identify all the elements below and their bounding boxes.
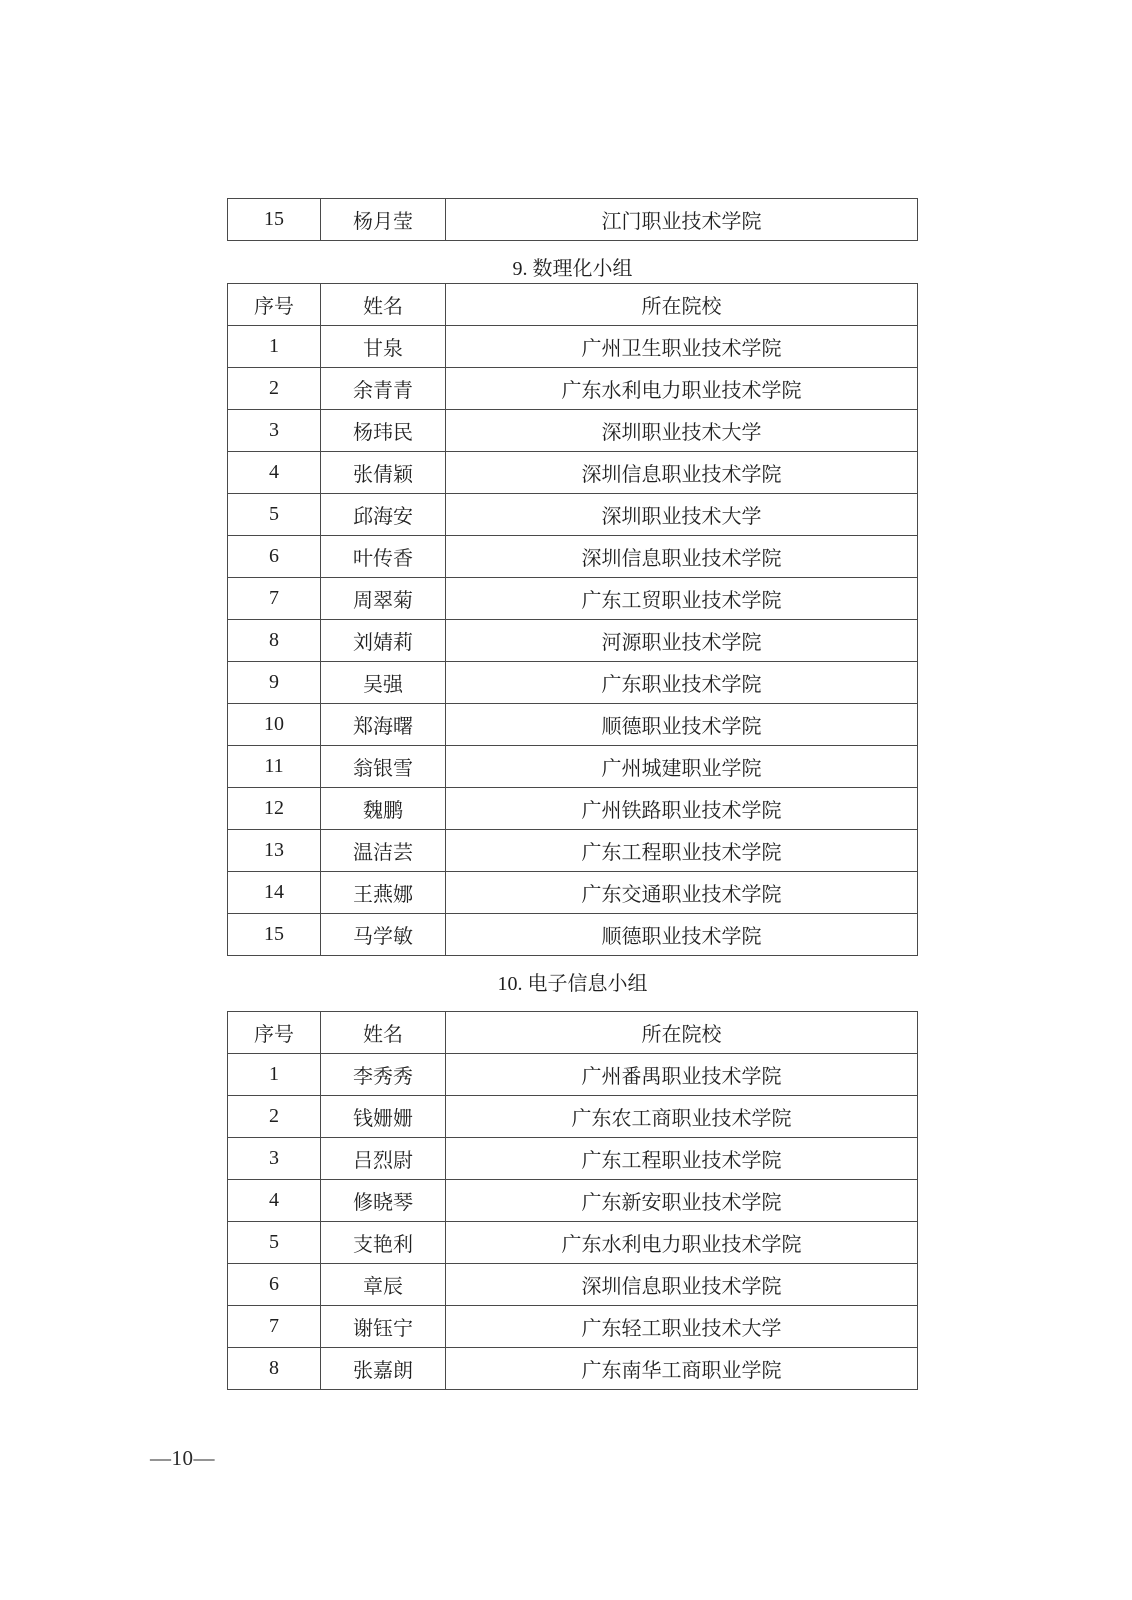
roster-table-header (228, 1012, 918, 1054)
row-index-cell: 11 (228, 746, 321, 788)
table-row (228, 1306, 918, 1348)
header-row (228, 284, 918, 326)
person-name-cell: 谢钰宁 (321, 1306, 446, 1348)
person-name-cell: 修晓琴 (321, 1180, 446, 1222)
row-index-cell: 10 (228, 704, 321, 746)
table-row (228, 199, 918, 241)
row-index-cell: 3 (228, 1138, 321, 1180)
person-name-cell: 钱姗姗 (321, 1096, 446, 1138)
row-index-cell: 2 (228, 368, 321, 410)
table-row (228, 872, 918, 914)
school-name-cell: 深圳职业技术大学 (446, 410, 918, 452)
school-name-cell: 广州卫生职业技术学院 (446, 326, 918, 368)
person-name-cell: 余青青 (321, 368, 446, 410)
school-name-cell: 广东农工商职业技术学院 (446, 1096, 918, 1138)
school-name-cell: 深圳信息职业技术学院 (446, 452, 918, 494)
row-index-cell: 14 (228, 872, 321, 914)
row-index-cell: 3 (228, 410, 321, 452)
table-row (228, 368, 918, 410)
school-name-cell: 深圳信息职业技术学院 (446, 536, 918, 578)
person-name-cell: 叶传香 (321, 536, 446, 578)
row-index-cell: 15 (228, 914, 321, 956)
person-name-cell: 杨玮民 (321, 410, 446, 452)
school-name-cell: 顺德职业技术学院 (446, 914, 918, 956)
person-name-cell: 支艳利 (321, 1222, 446, 1264)
row-index-cell: 7 (228, 1306, 321, 1348)
person-name-cell: 吕烈尉 (321, 1138, 446, 1180)
table-row (228, 452, 918, 494)
column-header-school: 所在院校 (446, 1012, 918, 1054)
column-header-index: 序号 (228, 284, 321, 326)
school-name-cell: 江门职业技术学院 (446, 199, 918, 241)
table-row (228, 704, 918, 746)
table-row (228, 494, 918, 536)
school-name-cell: 广东职业技术学院 (446, 662, 918, 704)
person-name-cell: 翁银雪 (321, 746, 446, 788)
table-row (228, 788, 918, 830)
school-name-cell: 广东工程职业技术学院 (446, 1138, 918, 1180)
continued-roster-body (228, 199, 918, 241)
roster-table-body (228, 326, 918, 956)
row-index-cell: 5 (228, 1222, 321, 1264)
continued-roster-table (227, 198, 918, 241)
school-name-cell: 广东交通职业技术学院 (446, 872, 918, 914)
row-index-cell: 15 (228, 199, 321, 241)
school-name-cell: 广东轻工职业技术大学 (446, 1306, 918, 1348)
school-name-cell: 广州铁路职业技术学院 (446, 788, 918, 830)
table-row (228, 662, 918, 704)
person-name-cell: 杨月莹 (321, 199, 446, 241)
person-name-cell: 王燕娜 (321, 872, 446, 914)
header-row (228, 1012, 918, 1054)
school-name-cell: 广东南华工商职业学院 (446, 1348, 918, 1390)
row-index-cell: 5 (228, 494, 321, 536)
school-name-cell: 深圳信息职业技术学院 (446, 1264, 918, 1306)
person-name-cell: 吴强 (321, 662, 446, 704)
table-row (228, 1264, 918, 1306)
table-row (228, 746, 918, 788)
document-content (227, 198, 918, 1390)
person-name-cell: 张倩颖 (321, 452, 446, 494)
column-header-index: 序号 (228, 1012, 321, 1054)
column-header-school: 所在院校 (446, 284, 918, 326)
table-row (228, 1096, 918, 1138)
person-name-cell: 李秀秀 (321, 1054, 446, 1096)
school-name-cell: 广东水利电力职业技术学院 (446, 1222, 918, 1264)
row-index-cell: 4 (228, 452, 321, 494)
person-name-cell: 马学敏 (321, 914, 446, 956)
table-row (228, 1054, 918, 1096)
row-index-cell: 8 (228, 1348, 321, 1390)
person-name-cell: 张嘉朗 (321, 1348, 446, 1390)
row-index-cell: 1 (228, 1054, 321, 1096)
row-index-cell: 9 (228, 662, 321, 704)
school-name-cell: 广东新安职业技术学院 (446, 1180, 918, 1222)
person-name-cell: 魏鹏 (321, 788, 446, 830)
school-name-cell: 广东水利电力职业技术学院 (446, 368, 918, 410)
column-header-name: 姓名 (321, 1012, 446, 1054)
roster-table-body (228, 1054, 918, 1390)
row-index-cell: 4 (228, 1180, 321, 1222)
row-index-cell: 13 (228, 830, 321, 872)
table-row (228, 1348, 918, 1390)
school-name-cell: 广州城建职业学院 (446, 746, 918, 788)
person-name-cell: 章辰 (321, 1264, 446, 1306)
row-index-cell: 12 (228, 788, 321, 830)
section-heading-electronic-information-group: 10. 电子信息小组 (497, 973, 648, 995)
row-index-cell: 1 (228, 326, 321, 368)
row-index-cell: 2 (228, 1096, 321, 1138)
school-name-cell: 河源职业技术学院 (446, 620, 918, 662)
person-name-cell: 郑海曙 (321, 704, 446, 746)
table-row (228, 536, 918, 578)
table-row (228, 620, 918, 662)
roster-table-math-physics-chemistry (227, 283, 918, 956)
person-name-cell: 刘婧莉 (321, 620, 446, 662)
person-name-cell: 甘泉 (321, 326, 446, 368)
table-row (228, 1138, 918, 1180)
table-row (228, 830, 918, 872)
roster-table-header (228, 284, 918, 326)
school-name-cell: 广东工程职业技术学院 (446, 830, 918, 872)
school-name-cell: 顺德职业技术学院 (446, 704, 918, 746)
table-row (228, 1180, 918, 1222)
table-row (228, 326, 918, 368)
row-index-cell: 7 (228, 578, 321, 620)
page-number: —10— (150, 1446, 215, 1470)
person-name-cell: 邱海安 (321, 494, 446, 536)
row-index-cell: 8 (228, 620, 321, 662)
table-row (228, 410, 918, 452)
section-heading-math-physics-chemistry-group: 9. 数理化小组 (512, 258, 633, 280)
school-name-cell: 广州番禺职业技术学院 (446, 1054, 918, 1096)
person-name-cell: 周翠菊 (321, 578, 446, 620)
row-index-cell: 6 (228, 536, 321, 578)
person-name-cell: 温洁芸 (321, 830, 446, 872)
school-name-cell: 深圳职业技术大学 (446, 494, 918, 536)
column-header-name: 姓名 (321, 284, 446, 326)
table-row (228, 914, 918, 956)
table-row (228, 578, 918, 620)
table-row (228, 1222, 918, 1264)
school-name-cell: 广东工贸职业技术学院 (446, 578, 918, 620)
roster-table-electronic-information (227, 1011, 918, 1390)
row-index-cell: 6 (228, 1264, 321, 1306)
